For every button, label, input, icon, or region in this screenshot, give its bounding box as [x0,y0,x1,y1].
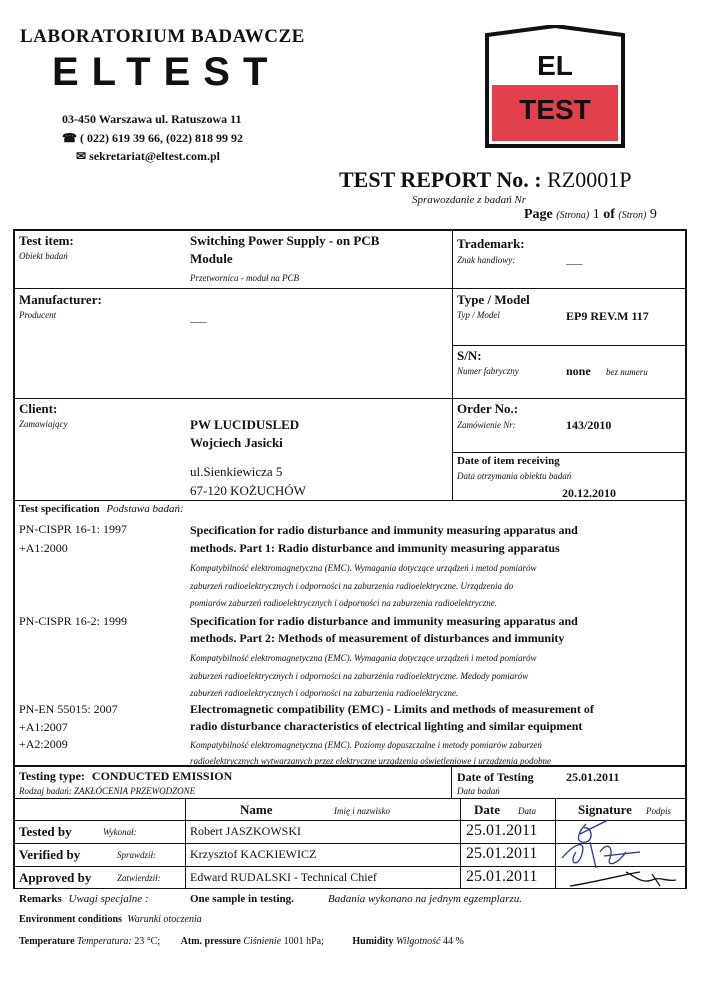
client-street: ul.Sienkiewicza 5 [190,464,283,479]
lab-email: ✉ sekretariat@eltest.com.pl [76,149,220,163]
signature-scribbles [556,812,686,894]
test-item-value-2: Module [190,251,233,266]
spec-title-2: methods. Part 2: Methods of measurement of disturbances and immunity [190,631,565,645]
remarks-value: One sample in testing. [190,893,294,905]
lab-name: LABORATORIUM BADAWCZE [20,26,305,47]
test-item-label: Test item: [19,233,74,248]
sign-date: 25.01.2011 [466,822,538,839]
report-subtitle: Sprawozdanie z badań Nr [412,194,526,206]
receiving-label: Date of item receiving [457,455,560,467]
spec-standard: PN-CISPR 16-1: 1997 [19,522,128,536]
spec-title: Electromagnetic compatibility (EMC) - Limits and methods of measurement of [190,702,594,716]
spec-title-pl-2: radioelektrycznych wytwarzanych przez elektryczne urządzenia oświetleniowe i urządzenia podobne [190,756,551,766]
role-label-pl: Wykonał: [103,827,137,837]
spec-amendment-2: +A2:2009 [19,737,68,751]
client-label: Client: [19,401,58,416]
sn-label-pl: Numer fabryczny [457,366,519,376]
manufacturer-value: ___ [190,312,207,324]
receiving-value: 20.12.2010 [562,486,616,500]
spec-title-pl: Kompatybilność elektromagnetyczna (EMC). Wymagania dotyczące urządzeń i metod pomiarów [190,653,537,663]
report-title: TEST REPORT No. : [339,167,542,192]
test-item-value: Switching Power Supply - on PCB [190,233,380,248]
test-item-label-pl: Obiekt badań [19,251,68,261]
role-label: Verified by [19,847,81,862]
role-label: Approved by [19,870,92,885]
phone-icon: ☎ [62,131,77,145]
spec-title-pl: Kompatybilność elektromagnetyczna (EMC). Wymagania dotyczące urządzeń i metod pomiarów [190,563,537,573]
type-model-value: EP9 REV.M 117 [566,309,649,323]
spec-title-pl-3: pomiarów zaburzeń radioelektrycznych i odporności na zaburzenia radioelektryczne. [190,598,497,608]
trademark-label-pl: Znak handlowy: [457,255,516,265]
client-name: PW LUCIDUSLED [190,417,300,432]
test-item-value-pl: Przetwornica - moduł na PCB [190,273,299,283]
person-name: Robert JASZKOWSKI [190,824,301,838]
date-column-header: Date [474,802,500,817]
sn-value: none [566,364,591,378]
spec-title-pl-3: zaburzeń radioelektrycznych i odporności na zaburzenia radioelektryczne. [190,688,459,698]
lab-address: 03-450 Warszawa ul. Ratuszowa 11 [62,112,242,126]
order-label-pl: Zamówienie Nr: [457,420,516,430]
trademark-label: Trademark: [457,236,525,251]
page-counter: Page (Strona) 1 of (Stron) 9 [524,207,657,222]
testing-type-pl: Rodzaj badań: ZAKŁÓCENIA PRZEWODZONE [19,786,196,796]
order-value: 143/2010 [566,418,612,432]
trademark-value: ___ [566,254,583,266]
date-column-header-pl: Data [518,806,536,816]
sn-value-pl: bez numeru [606,367,648,377]
person-name: Edward RUDALSKI - Technical Chief [190,870,377,884]
receiving-label-pl: Data otrzymania obiektu badań [457,471,572,481]
signature-column-header: Signature [578,802,632,817]
lab-phone: ☎ ( 022) 619 39 66, (022) 818 99 92 [62,131,243,145]
spec-title-2: radio disturbance characteristics of electrical lighting and similar equipment [190,719,583,733]
spec-amendment: +A1:2000 [19,541,68,555]
logo-shield-icon [484,25,626,149]
sign-date: 25.01.2011 [466,868,538,885]
manufacturer-label: Manufacturer: [19,292,102,307]
type-model-label: Type / Model [457,292,530,307]
brand-name: ELTEST [52,50,281,94]
spec-title-2: methods. Part 1: Radio disturbance and immunity measuring apparatus [190,541,560,555]
role-label-pl: Sprawdził: [117,850,157,860]
client-city: 67-120 KOŻUCHÓW [190,483,306,498]
environment-label: Environment conditions Warunki otoczenia [19,914,202,925]
spec-standard: PN-CISPR 16-2: 1999 [19,614,128,628]
testing-type: Testing type: CONDUCTED EMISSION [19,769,233,783]
client-name-2: Wojciech Jasicki [190,435,283,450]
manufacturer-label-pl: Producent [19,310,57,320]
spec-standard: PN-EN 55015: 2007 [19,702,118,716]
date-of-testing-pl: Data badań [457,786,500,796]
report-number: RZ0001P [547,167,632,192]
spec-amendment: +A1:2007 [19,720,68,734]
eltest-logo [484,25,626,149]
sign-date: 25.01.2011 [466,845,538,862]
name-column-header: Name [240,802,273,817]
name-column-header-pl: Imię i nazwisko [334,806,390,816]
client-label-pl: Zamawiający [19,419,68,429]
spec-header: Test specification Podstawa badań: [19,503,184,515]
remarks-value-pl: Badania wykonano na jednym egzemplarzu. [328,893,522,905]
logo-top-text: EL [537,50,573,81]
date-of-testing-label: Date of Testing [457,770,534,784]
type-model-label-pl: Typ / Model [457,310,500,320]
person-name: Krzysztof KACKIEWICZ [190,847,317,861]
report-title-line [339,167,631,193]
spec-title-pl: Kompatybilność elektromagnetyczna (EMC). Poziomy dopuszczalne i metody pomiarów zaburzeń [190,740,542,750]
spec-title-pl-2: zaburzeń radioelektrycznych i odporności na zaburzenia radioelektryczne. Medody pomiarów [190,671,529,681]
envelope-icon: ✉ [76,149,87,163]
order-label: Order No.: [457,401,519,416]
logo-bottom-text: TEST [519,94,591,125]
remarks-line: Remarks Uwagi specjalne : [19,893,149,905]
role-label-pl: Zatwierdził: [117,873,161,883]
role-label: Tested by [19,824,72,839]
environment-values: Temperature Temperatura: 23 °C; Atm. pressure Ciśnienie 1001 hPa; Humidity Wilgotność 44 % [19,936,464,947]
spec-title: Specification for radio disturbance and immunity measuring apparatus and [190,614,578,628]
signature-column-header-pl: Podpis [646,806,672,816]
date-of-testing-value: 25.01.2011 [566,770,620,784]
spec-title: Specification for radio disturbance and immunity measuring apparatus and [190,523,578,537]
spec-title-pl-2: zaburzeń radioelektrycznych i odporności na zaburzenia radioelektryczne. Urządzenia do [190,581,514,591]
sn-label: S/N: [457,348,482,363]
